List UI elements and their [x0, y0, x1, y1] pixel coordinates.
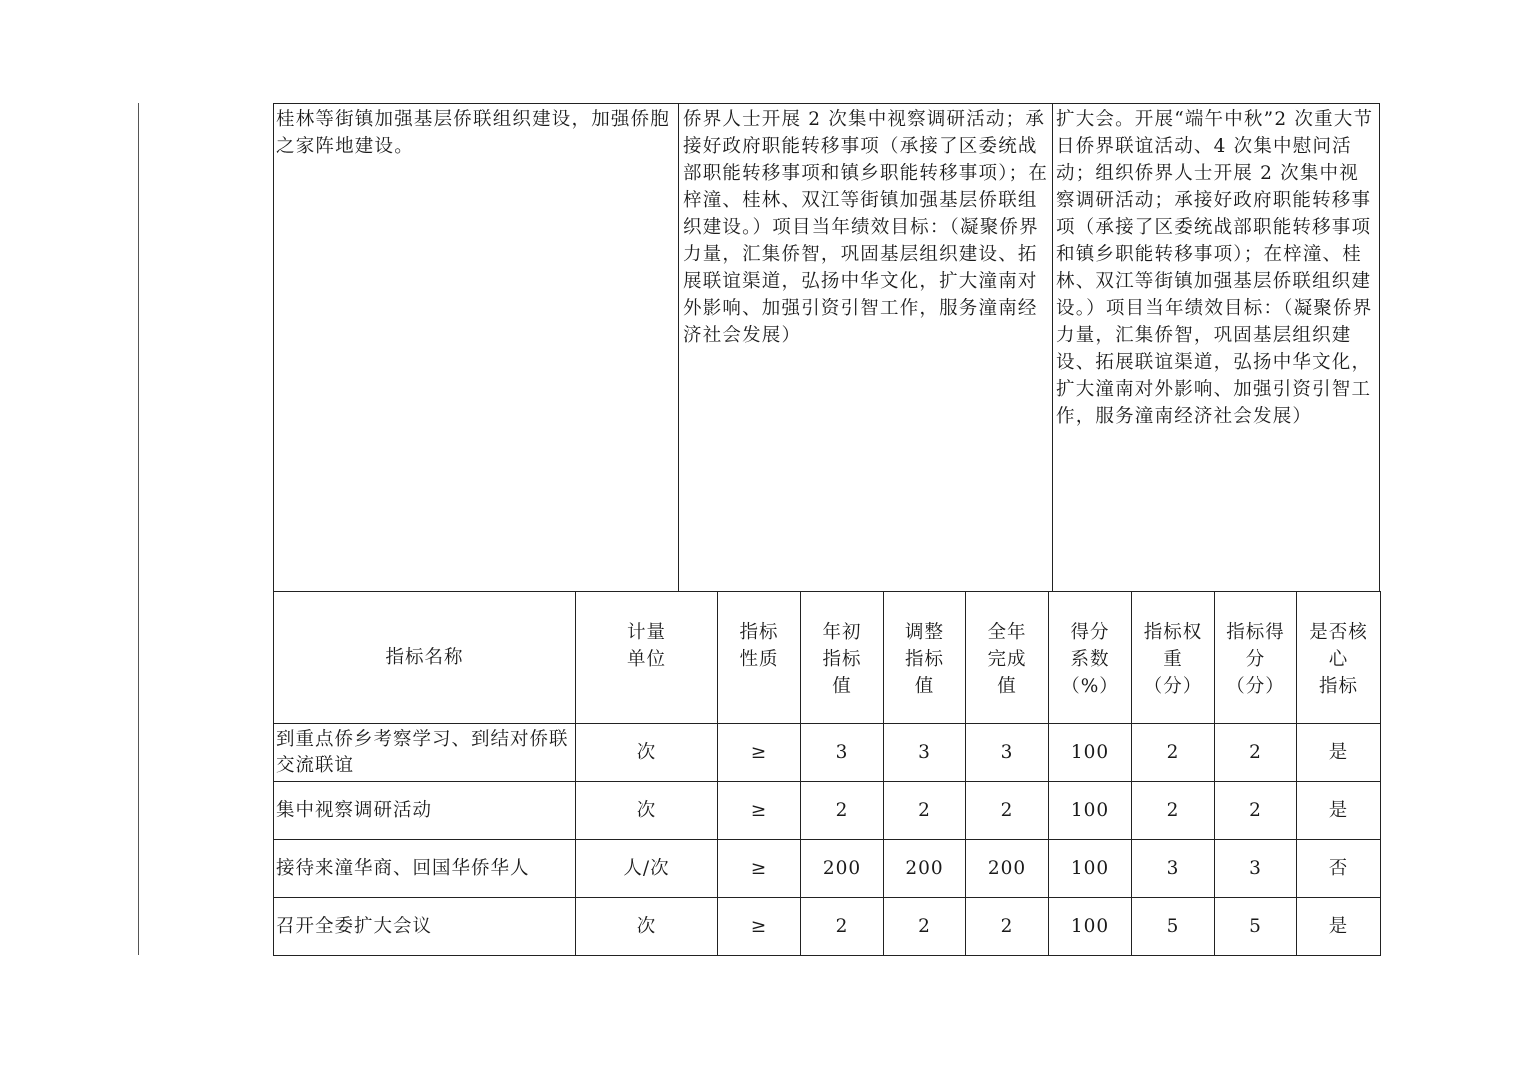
table-row [274, 724, 1381, 782]
table-row [274, 898, 1381, 956]
row-unit: 次 [576, 724, 718, 782]
row-nature: ≥ [718, 840, 801, 898]
row-indicator-name: 到重点侨乡考察学习、到结对侨联交流联谊 [274, 724, 576, 782]
row-unit: 次 [576, 898, 718, 956]
header-actual-value: 全年 完成 值 [966, 592, 1049, 724]
row-unit: 次 [576, 782, 718, 840]
row-weight: 5 [1132, 898, 1215, 956]
header-nature: 指标 性质 [718, 592, 801, 724]
row-indicator-name: 集中视察调研活动 [274, 782, 576, 840]
description-col-1: 桂林等街镇加强基层侨联组织建设，加强侨胞之家阵地建设。 [276, 109, 671, 157]
row-core-indicator: 是 [1297, 724, 1381, 782]
row-core-indicator: 是 [1297, 898, 1381, 956]
header-unit: 计量 单位 [576, 592, 718, 724]
row-actual-value: 3 [966, 724, 1049, 782]
row-weight: 3 [1132, 840, 1215, 898]
row-actual-value: 2 [966, 898, 1049, 956]
row-nature: ≥ [718, 782, 801, 840]
row-score: 2 [1215, 782, 1297, 840]
row-core-indicator: 是 [1297, 782, 1381, 840]
row-adjusted-value: 200 [884, 840, 966, 898]
row-indicator-name: 召开全委扩大会议 [274, 898, 576, 956]
row-score-coefficient: 100 [1049, 898, 1132, 956]
row-adjusted-value: 2 [884, 782, 966, 840]
row-initial-value: 3 [801, 724, 884, 782]
row-weight: 2 [1132, 782, 1215, 840]
row-initial-value: 2 [801, 782, 884, 840]
project-description-block [273, 103, 1380, 592]
header-core-indicator: 是否核 心 指标 [1297, 592, 1381, 724]
table-row [274, 840, 1381, 898]
performance-metrics-table [273, 591, 1381, 956]
row-nature: ≥ [718, 724, 801, 782]
row-initial-value: 2 [801, 898, 884, 956]
row-adjusted-value: 3 [884, 724, 966, 782]
header-score: 指标得 分 （分） [1215, 592, 1297, 724]
row-initial-value: 200 [801, 840, 884, 898]
row-actual-value: 2 [966, 782, 1049, 840]
header-indicator-name: 指标名称 [274, 592, 576, 724]
row-adjusted-value: 2 [884, 898, 966, 956]
row-actual-value: 200 [966, 840, 1049, 898]
row-score: 2 [1215, 724, 1297, 782]
row-score: 3 [1215, 840, 1297, 898]
row-weight: 2 [1132, 724, 1215, 782]
row-score-coefficient: 100 [1049, 782, 1132, 840]
table-header-row [274, 592, 1381, 724]
header-initial-value: 年初 指标 值 [801, 592, 884, 724]
row-score-coefficient: 100 [1049, 724, 1132, 782]
row-core-indicator: 否 [1297, 840, 1381, 898]
row-score-coefficient: 100 [1049, 840, 1132, 898]
header-score-coefficient: 得分 系数 （%） [1049, 592, 1132, 724]
row-score: 5 [1215, 898, 1297, 956]
row-nature: ≥ [718, 898, 801, 956]
row-indicator-name: 接待来潼华商、回国华侨华人 [274, 840, 576, 898]
header-adjusted-value: 调整 指标 值 [884, 592, 966, 724]
description-col-3: 扩大会。开展“端午中秋”2 次重大节日侨界联谊活动、4 次集中慰问活动；组织侨界人士开展 2 次集中视察调研活动；承接好政府职能转移事项（承接了区委统战部职能转移事项和镇乡职能转移事项）；在梓潼、桂林、双江等街镇加强基层侨联组织建设。）项目当年绩效目标：（凝聚侨界力量，汇集侨智，巩固基层组织建设、拓展联谊渠道，弘扬中华文化，扩大潼南对外影响、加强引资引智工作，服务潼南经济社会发展） [1052, 104, 1379, 591]
left-margin-line [138, 103, 139, 955]
description-col-2: 侨界人士开展 2 次集中视察调研活动；承接好政府职能转移事项（承接了区委统战部职能转移事项和镇乡职能转移事项）；在梓潼、桂林、双江等街镇加强基层侨联组织建设。）项目当年绩效目标：（凝聚侨界力量，汇集侨智，巩固基层组织建设、拓展联谊渠道，弘扬中华文化，扩大潼南对外影响、加强引资引智工作，服务潼南经济社会发展） [678, 104, 1052, 591]
table-row [274, 782, 1381, 840]
row-unit: 人/次 [576, 840, 718, 898]
header-weight: 指标权 重 （分） [1132, 592, 1215, 724]
